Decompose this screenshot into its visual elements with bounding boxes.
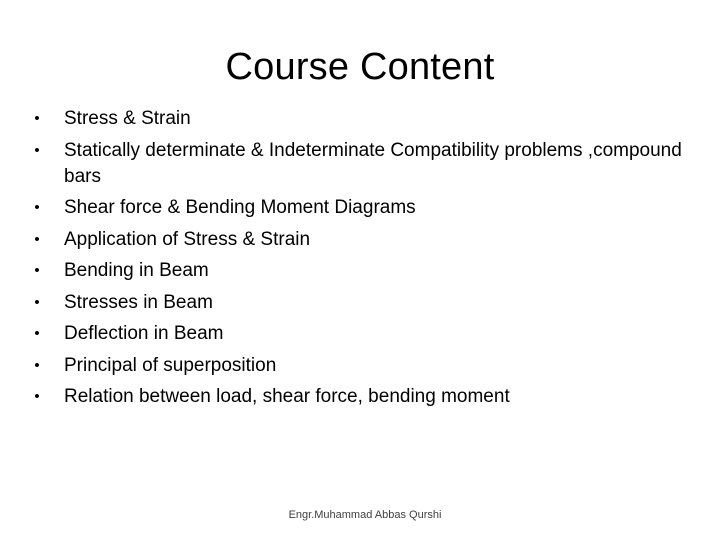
bullet-icon: • (34, 356, 40, 374)
list-item (30, 227, 690, 253)
list-item-text: Shear force & Bending Moment Diagrams (64, 197, 416, 218)
list-item (30, 106, 690, 132)
list-item-text: Application of Stress & Strain (64, 228, 311, 250)
bullet-icon: • (34, 141, 40, 159)
bullet-icon: • (34, 110, 40, 127)
list-item (30, 353, 690, 379)
bullet-icon: • (34, 199, 40, 216)
list-item-text: Statically determinate & Indeterminate Compatibility problems ,compound bars (64, 139, 682, 187)
course-content-list (30, 106, 690, 416)
list-item (30, 384, 690, 410)
list-item (30, 138, 690, 190)
bullet-icon: • (34, 388, 40, 405)
list-item-text: Deflection in Beam (64, 323, 224, 344)
bullet-icon: • (34, 262, 40, 279)
list-item (30, 321, 690, 347)
bullet-icon: • (34, 293, 40, 311)
slide-title: Course Content (225, 46, 495, 88)
list-item (30, 258, 690, 284)
list-item-text: Stresses in Beam (64, 291, 213, 313)
bullet-icon: • (34, 325, 40, 342)
list-item (30, 290, 690, 316)
list-item-text: Bending in Beam (64, 260, 209, 281)
list-item-text: Principal of superposition (64, 354, 277, 376)
footer-credit: Engr.Muhammad Abbas Qurshi (288, 509, 442, 521)
list-item-text: Relation between load, shear force, bending moment (64, 386, 510, 407)
list-item-text: Stress & Strain (64, 108, 191, 129)
bullet-icon: • (34, 230, 40, 248)
list-item (30, 195, 690, 221)
